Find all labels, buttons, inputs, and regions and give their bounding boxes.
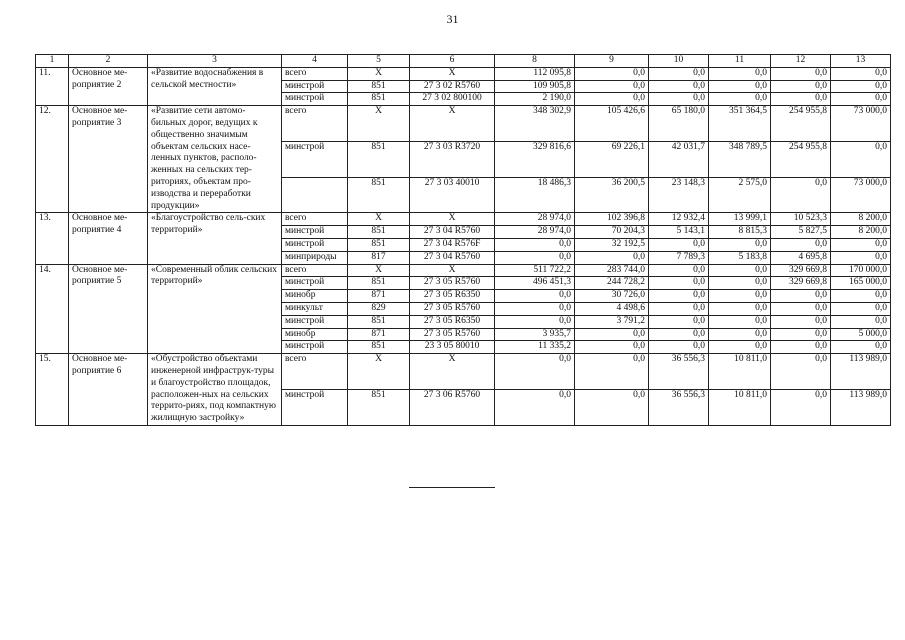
executor-cell: минстрой — [282, 238, 348, 251]
budget-code-cell: 27 3 05 R6350 — [410, 290, 495, 303]
amount-cell: 3 791,2 — [575, 315, 649, 328]
amount-cell: 70 204,3 — [575, 226, 649, 239]
amount-cell: 0,0 — [575, 354, 649, 390]
amount-cell: 10 811,0 — [709, 354, 771, 390]
item-number: 15. — [36, 354, 69, 426]
amount-cell: 28 974,0 — [495, 226, 575, 239]
amount-cell: 0,0 — [771, 315, 831, 328]
amount-cell: 0,0 — [771, 290, 831, 303]
amount-cell: 0,0 — [771, 93, 831, 106]
amount-cell: 0,0 — [831, 341, 891, 354]
budget-code-cell: 27 3 06 R5760 — [410, 390, 495, 426]
amount-cell: 351 364,5 — [709, 106, 771, 142]
amount-cell: 0,0 — [495, 354, 575, 390]
grbs-code-cell: 851 — [348, 277, 410, 290]
amount-cell: 0,0 — [709, 290, 771, 303]
budget-code-cell: Х — [410, 67, 495, 80]
executor-cell: минстрой — [282, 315, 348, 328]
table-row — [36, 67, 891, 80]
amount-cell: 0,0 — [495, 251, 575, 264]
amount-cell: 0,0 — [649, 238, 709, 251]
amount-cell: 73 000,0 — [831, 106, 891, 142]
amount-cell: 0,0 — [575, 328, 649, 341]
amount-cell: 165 000,0 — [831, 277, 891, 290]
column-number: 4 — [282, 55, 348, 68]
amount-cell: 0,0 — [771, 302, 831, 315]
column-number: 9 — [575, 55, 649, 68]
column-number: 11 — [709, 55, 771, 68]
budget-code-cell: Х — [410, 264, 495, 277]
amount-cell: 0,0 — [495, 315, 575, 328]
executor-cell: всего — [282, 264, 348, 277]
table-row — [36, 354, 891, 390]
item-number: 11. — [36, 67, 69, 105]
table-body — [36, 55, 891, 426]
event-name: «Развитие водоснабжения в сельской местности» — [148, 67, 282, 105]
amount-cell: 42 031,7 — [649, 141, 709, 177]
grbs-code-cell: 871 — [348, 328, 410, 341]
budget-code-cell: 27 3 02 800100 — [410, 93, 495, 106]
grbs-code-cell: 851 — [348, 226, 410, 239]
budget-code-cell: Х — [410, 354, 495, 390]
page-number: 31 — [446, 12, 459, 26]
column-number: 2 — [69, 55, 148, 68]
amount-cell: 254 955,8 — [771, 106, 831, 142]
amount-cell: 0,0 — [495, 290, 575, 303]
grbs-code-cell: 851 — [348, 390, 410, 426]
executor-cell: всего — [282, 67, 348, 80]
amount-cell: 170 000,0 — [831, 264, 891, 277]
grbs-code-cell: Х — [348, 67, 410, 80]
budget-code-cell: 27 3 05 R5760 — [410, 277, 495, 290]
amount-cell: 28 974,0 — [495, 213, 575, 226]
amount-cell: 113 989,0 — [831, 354, 891, 390]
executor-cell: минкульт — [282, 302, 348, 315]
column-number: 13 — [831, 55, 891, 68]
event-name: «Обустройство объектами инженерной инфраструк-туры и благоустройство площадок, расположен-ных на сельских террито-риях, под компактную жилищную застройку» — [148, 354, 282, 426]
budget-code-cell: Х — [410, 106, 495, 142]
amount-cell: 0,0 — [771, 390, 831, 426]
amount-cell: 329 669,8 — [771, 264, 831, 277]
executor-cell — [282, 177, 348, 213]
amount-cell: 11 335,2 — [495, 341, 575, 354]
table-row — [36, 264, 891, 277]
amount-cell: 30 726,0 — [575, 290, 649, 303]
amount-cell: 0,0 — [831, 290, 891, 303]
item-number: 12. — [36, 106, 69, 213]
grbs-code-cell: 829 — [348, 302, 410, 315]
amount-cell: 0,0 — [709, 264, 771, 277]
table-row — [36, 106, 891, 142]
amount-cell: 283 744,0 — [575, 264, 649, 277]
amount-cell: 0,0 — [771, 341, 831, 354]
amount-cell: 105 426,6 — [575, 106, 649, 142]
amount-cell: 23 148,3 — [649, 177, 709, 213]
budget-code-cell: 27 3 04 R5760 — [410, 226, 495, 239]
executor-cell: всего — [282, 354, 348, 390]
amount-cell: 0,0 — [649, 67, 709, 80]
amount-cell: 0,0 — [709, 67, 771, 80]
amount-cell: 0,0 — [649, 93, 709, 106]
amount-cell: 113 989,0 — [831, 390, 891, 426]
grbs-code-cell: 817 — [348, 251, 410, 264]
amount-cell: 73 000,0 — [831, 177, 891, 213]
amount-cell: 8 815,3 — [709, 226, 771, 239]
item-number: 13. — [36, 213, 69, 264]
budget-code-cell: 27 3 04 R576F — [410, 238, 495, 251]
amount-cell: 254 955,8 — [771, 141, 831, 177]
grbs-code-cell: Х — [348, 354, 410, 390]
budget-code-cell: 27 3 03 40010 — [410, 177, 495, 213]
amount-cell: 13 999,1 — [709, 213, 771, 226]
amount-cell: 10 811,0 — [709, 390, 771, 426]
executor-cell: всего — [282, 213, 348, 226]
amount-cell: 0,0 — [495, 238, 575, 251]
grbs-code-cell: 851 — [348, 80, 410, 93]
amount-cell: 0,0 — [709, 80, 771, 93]
amount-cell: 0,0 — [831, 251, 891, 264]
amount-cell: 109 905,8 — [495, 80, 575, 93]
amount-cell: 8 200,0 — [831, 226, 891, 239]
budget-code-cell: 23 3 05 80010 — [410, 341, 495, 354]
grbs-code-cell: Х — [348, 106, 410, 142]
event-label: Основное ме-роприятие 6 — [69, 354, 148, 426]
column-number-row — [36, 55, 891, 68]
amount-cell: 2 190,0 — [495, 93, 575, 106]
event-label: Основное ме-роприятие 3 — [69, 106, 148, 213]
executor-cell: минстрой — [282, 390, 348, 426]
executor-cell: минстрой — [282, 80, 348, 93]
amount-cell: 0,0 — [771, 328, 831, 341]
amount-cell: 0,0 — [649, 302, 709, 315]
column-number: 3 — [148, 55, 282, 68]
amount-cell: 8 200,0 — [831, 213, 891, 226]
amount-cell: 0,0 — [709, 315, 771, 328]
amount-cell: 7 789,3 — [649, 251, 709, 264]
amount-cell: 5 827,5 — [771, 226, 831, 239]
amount-cell: 5 000,0 — [831, 328, 891, 341]
amount-cell: 0,0 — [649, 328, 709, 341]
amount-cell: 112 095,8 — [495, 67, 575, 80]
budget-code-cell: 27 3 04 R5760 — [410, 251, 495, 264]
amount-cell: 10 523,3 — [771, 213, 831, 226]
budget-code-cell: 27 3 05 R6350 — [410, 315, 495, 328]
amount-cell: 0,0 — [575, 80, 649, 93]
amount-cell: 0,0 — [649, 264, 709, 277]
amount-cell: 3 935,7 — [495, 328, 575, 341]
amount-cell: 0,0 — [575, 251, 649, 264]
amount-cell: 0,0 — [709, 238, 771, 251]
executor-cell: минстрой — [282, 93, 348, 106]
executor-cell: минобр — [282, 328, 348, 341]
budget-code-cell: 27 3 05 R5760 — [410, 328, 495, 341]
footer-rule — [409, 487, 495, 488]
amount-cell: 0,0 — [771, 177, 831, 213]
grbs-code-cell: 851 — [348, 341, 410, 354]
budget-table — [35, 54, 891, 426]
amount-cell: 0,0 — [709, 93, 771, 106]
event-name: «Развитие сети автомо-бильных дорог, ведущих к общественно значимым объектам сельских насе-ленных пунктов, располо-женных на сельских тер-риториях, объектам про-изводства и переработки продукции» — [148, 106, 282, 213]
amount-cell: 65 180,0 — [649, 106, 709, 142]
amount-cell: 36 200,5 — [575, 177, 649, 213]
grbs-code-cell: Х — [348, 213, 410, 226]
table-row — [36, 213, 891, 226]
amount-cell: 0,0 — [649, 80, 709, 93]
column-number: 12 — [771, 55, 831, 68]
amount-cell: 496 451,3 — [495, 277, 575, 290]
amount-cell: 348 302,9 — [495, 106, 575, 142]
amount-cell: 0,0 — [495, 390, 575, 426]
column-number: 1 — [36, 55, 69, 68]
amount-cell: 0,0 — [575, 341, 649, 354]
amount-cell: 2 575,0 — [709, 177, 771, 213]
executor-cell: минстрой — [282, 341, 348, 354]
budget-code-cell: 27 3 02 R5760 — [410, 80, 495, 93]
executor-cell: минобр — [282, 290, 348, 303]
amount-cell: 348 789,5 — [709, 141, 771, 177]
grbs-code-cell: 851 — [348, 315, 410, 328]
budget-code-cell: 27 3 05 R5760 — [410, 302, 495, 315]
event-label: Основное ме-роприятие 4 — [69, 213, 148, 264]
executor-cell: минстрой — [282, 141, 348, 177]
event-label: Основное ме-роприятие 5 — [69, 264, 148, 354]
executor-cell: минстрой — [282, 226, 348, 239]
amount-cell: 0,0 — [831, 141, 891, 177]
amount-cell: 4 498,6 — [575, 302, 649, 315]
grbs-code-cell: 851 — [348, 177, 410, 213]
amount-cell: 0,0 — [771, 354, 831, 390]
amount-cell: 0,0 — [649, 277, 709, 290]
grbs-code-cell: 851 — [348, 93, 410, 106]
amount-cell: 4 695,8 — [771, 251, 831, 264]
column-number: 10 — [649, 55, 709, 68]
column-number: 6 — [410, 55, 495, 68]
item-number: 14. — [36, 264, 69, 354]
grbs-code-cell: 851 — [348, 238, 410, 251]
amount-cell: 244 728,2 — [575, 277, 649, 290]
event-name: «Современный облик сельских территорий» — [148, 264, 282, 354]
amount-cell: 0,0 — [771, 80, 831, 93]
amount-cell: 12 932,4 — [649, 213, 709, 226]
amount-cell: 0,0 — [771, 238, 831, 251]
event-name: «Благоустройство сель-ских территорий» — [148, 213, 282, 264]
amount-cell: 511 722,2 — [495, 264, 575, 277]
amount-cell: 329 669,8 — [771, 277, 831, 290]
amount-cell: 69 226,1 — [575, 141, 649, 177]
budget-code-cell: 27 3 03 R3720 — [410, 141, 495, 177]
executor-cell: всего — [282, 106, 348, 142]
column-number: 5 — [348, 55, 410, 68]
amount-cell: 5 143,1 — [649, 226, 709, 239]
amount-cell: 0,0 — [831, 238, 891, 251]
amount-cell: 0,0 — [709, 302, 771, 315]
grbs-code-cell: 871 — [348, 290, 410, 303]
budget-code-cell: Х — [410, 213, 495, 226]
amount-cell: 0,0 — [771, 67, 831, 80]
amount-cell: 329 816,6 — [495, 141, 575, 177]
amount-cell: 18 486,3 — [495, 177, 575, 213]
amount-cell: 0,0 — [831, 315, 891, 328]
amount-cell: 0,0 — [649, 341, 709, 354]
amount-cell: 0,0 — [831, 67, 891, 80]
amount-cell: 0,0 — [709, 341, 771, 354]
amount-cell: 5 183,8 — [709, 251, 771, 264]
amount-cell: 0,0 — [575, 67, 649, 80]
amount-cell: 0,0 — [649, 290, 709, 303]
amount-cell: 0,0 — [649, 315, 709, 328]
amount-cell: 32 192,5 — [575, 238, 649, 251]
amount-cell: 102 396,8 — [575, 213, 649, 226]
amount-cell: 0,0 — [709, 277, 771, 290]
event-label: Основное ме-роприятие 2 — [69, 67, 148, 105]
amount-cell: 0,0 — [831, 302, 891, 315]
amount-cell: 0,0 — [831, 80, 891, 93]
amount-cell: 0,0 — [575, 390, 649, 426]
amount-cell: 0,0 — [575, 93, 649, 106]
column-number: 8 — [495, 55, 575, 68]
amount-cell: 0,0 — [831, 93, 891, 106]
amount-cell: 36 556,3 — [649, 354, 709, 390]
executor-cell: минприроды — [282, 251, 348, 264]
executor-cell: минстрой — [282, 277, 348, 290]
amount-cell: 0,0 — [709, 328, 771, 341]
grbs-code-cell: Х — [348, 264, 410, 277]
amount-cell: 36 556,3 — [649, 390, 709, 426]
grbs-code-cell: 851 — [348, 141, 410, 177]
amount-cell: 0,0 — [495, 302, 575, 315]
